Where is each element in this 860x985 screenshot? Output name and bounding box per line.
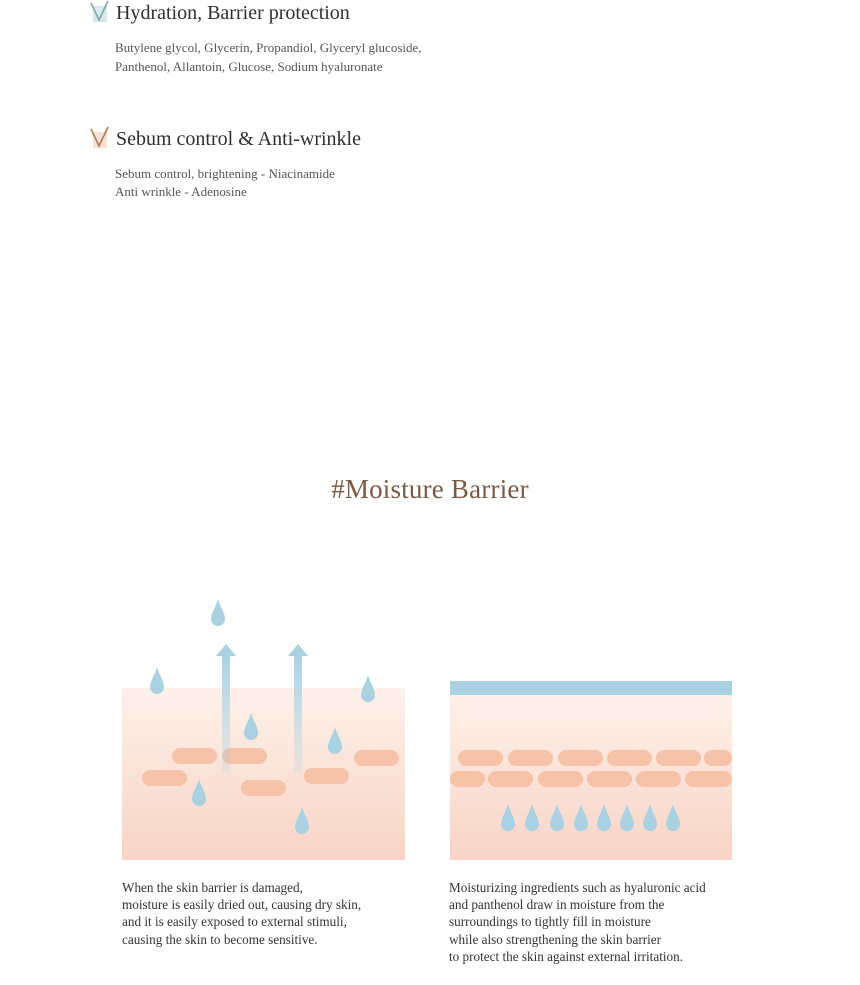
ingredient-line: Panthenol, Allantoin, Glucose, Sodium hyaluronate xyxy=(115,59,383,74)
protected-caption xyxy=(449,879,706,965)
water-droplet-icon xyxy=(211,599,225,626)
caption-line: to protect the skin against external irritation. xyxy=(449,948,684,964)
ingredient-line: Sebum control, brightening - Niacinamide xyxy=(115,166,335,181)
benefit-title: Sebum control & Anti-wrinkle xyxy=(116,128,361,150)
ingredient-line: Butylene glycol, Glycerin, Propandiol, Glyceryl glucoside, xyxy=(115,40,422,55)
checkmark-icon xyxy=(90,0,112,22)
caption-line: Moisturizing ingredients such as hyaluronic acid xyxy=(449,880,706,895)
water-droplet-icon xyxy=(361,675,375,702)
water-droplet-icon xyxy=(150,667,164,694)
caption-line: causing the skin to become sensitive. xyxy=(122,931,318,947)
caption-line: moisture is easily dried out, causing dry skin, xyxy=(122,897,362,913)
caption-line: When the skin barrier is damaged, xyxy=(122,880,303,895)
damaged-caption xyxy=(122,879,361,948)
section-title: #Moisture Barrier xyxy=(331,474,529,504)
caption-line: while also strengthening the skin barrier xyxy=(449,931,662,947)
checkmark-icon xyxy=(90,126,112,148)
protected-skin-illustration xyxy=(446,590,736,865)
caption-line: and panthenol draw in moisture from the xyxy=(449,897,665,913)
barrier-film xyxy=(450,681,732,695)
caption-line: and it is easily exposed to external stimuli, xyxy=(122,914,347,930)
benefit-title: Hydration, Barrier protection xyxy=(116,2,350,24)
damaged-skin-illustration xyxy=(118,590,408,865)
ingredient-line: Anti wrinkle - Adenosine xyxy=(115,184,247,199)
caption-line: surroundings to tightly fill in moisture xyxy=(449,914,651,930)
